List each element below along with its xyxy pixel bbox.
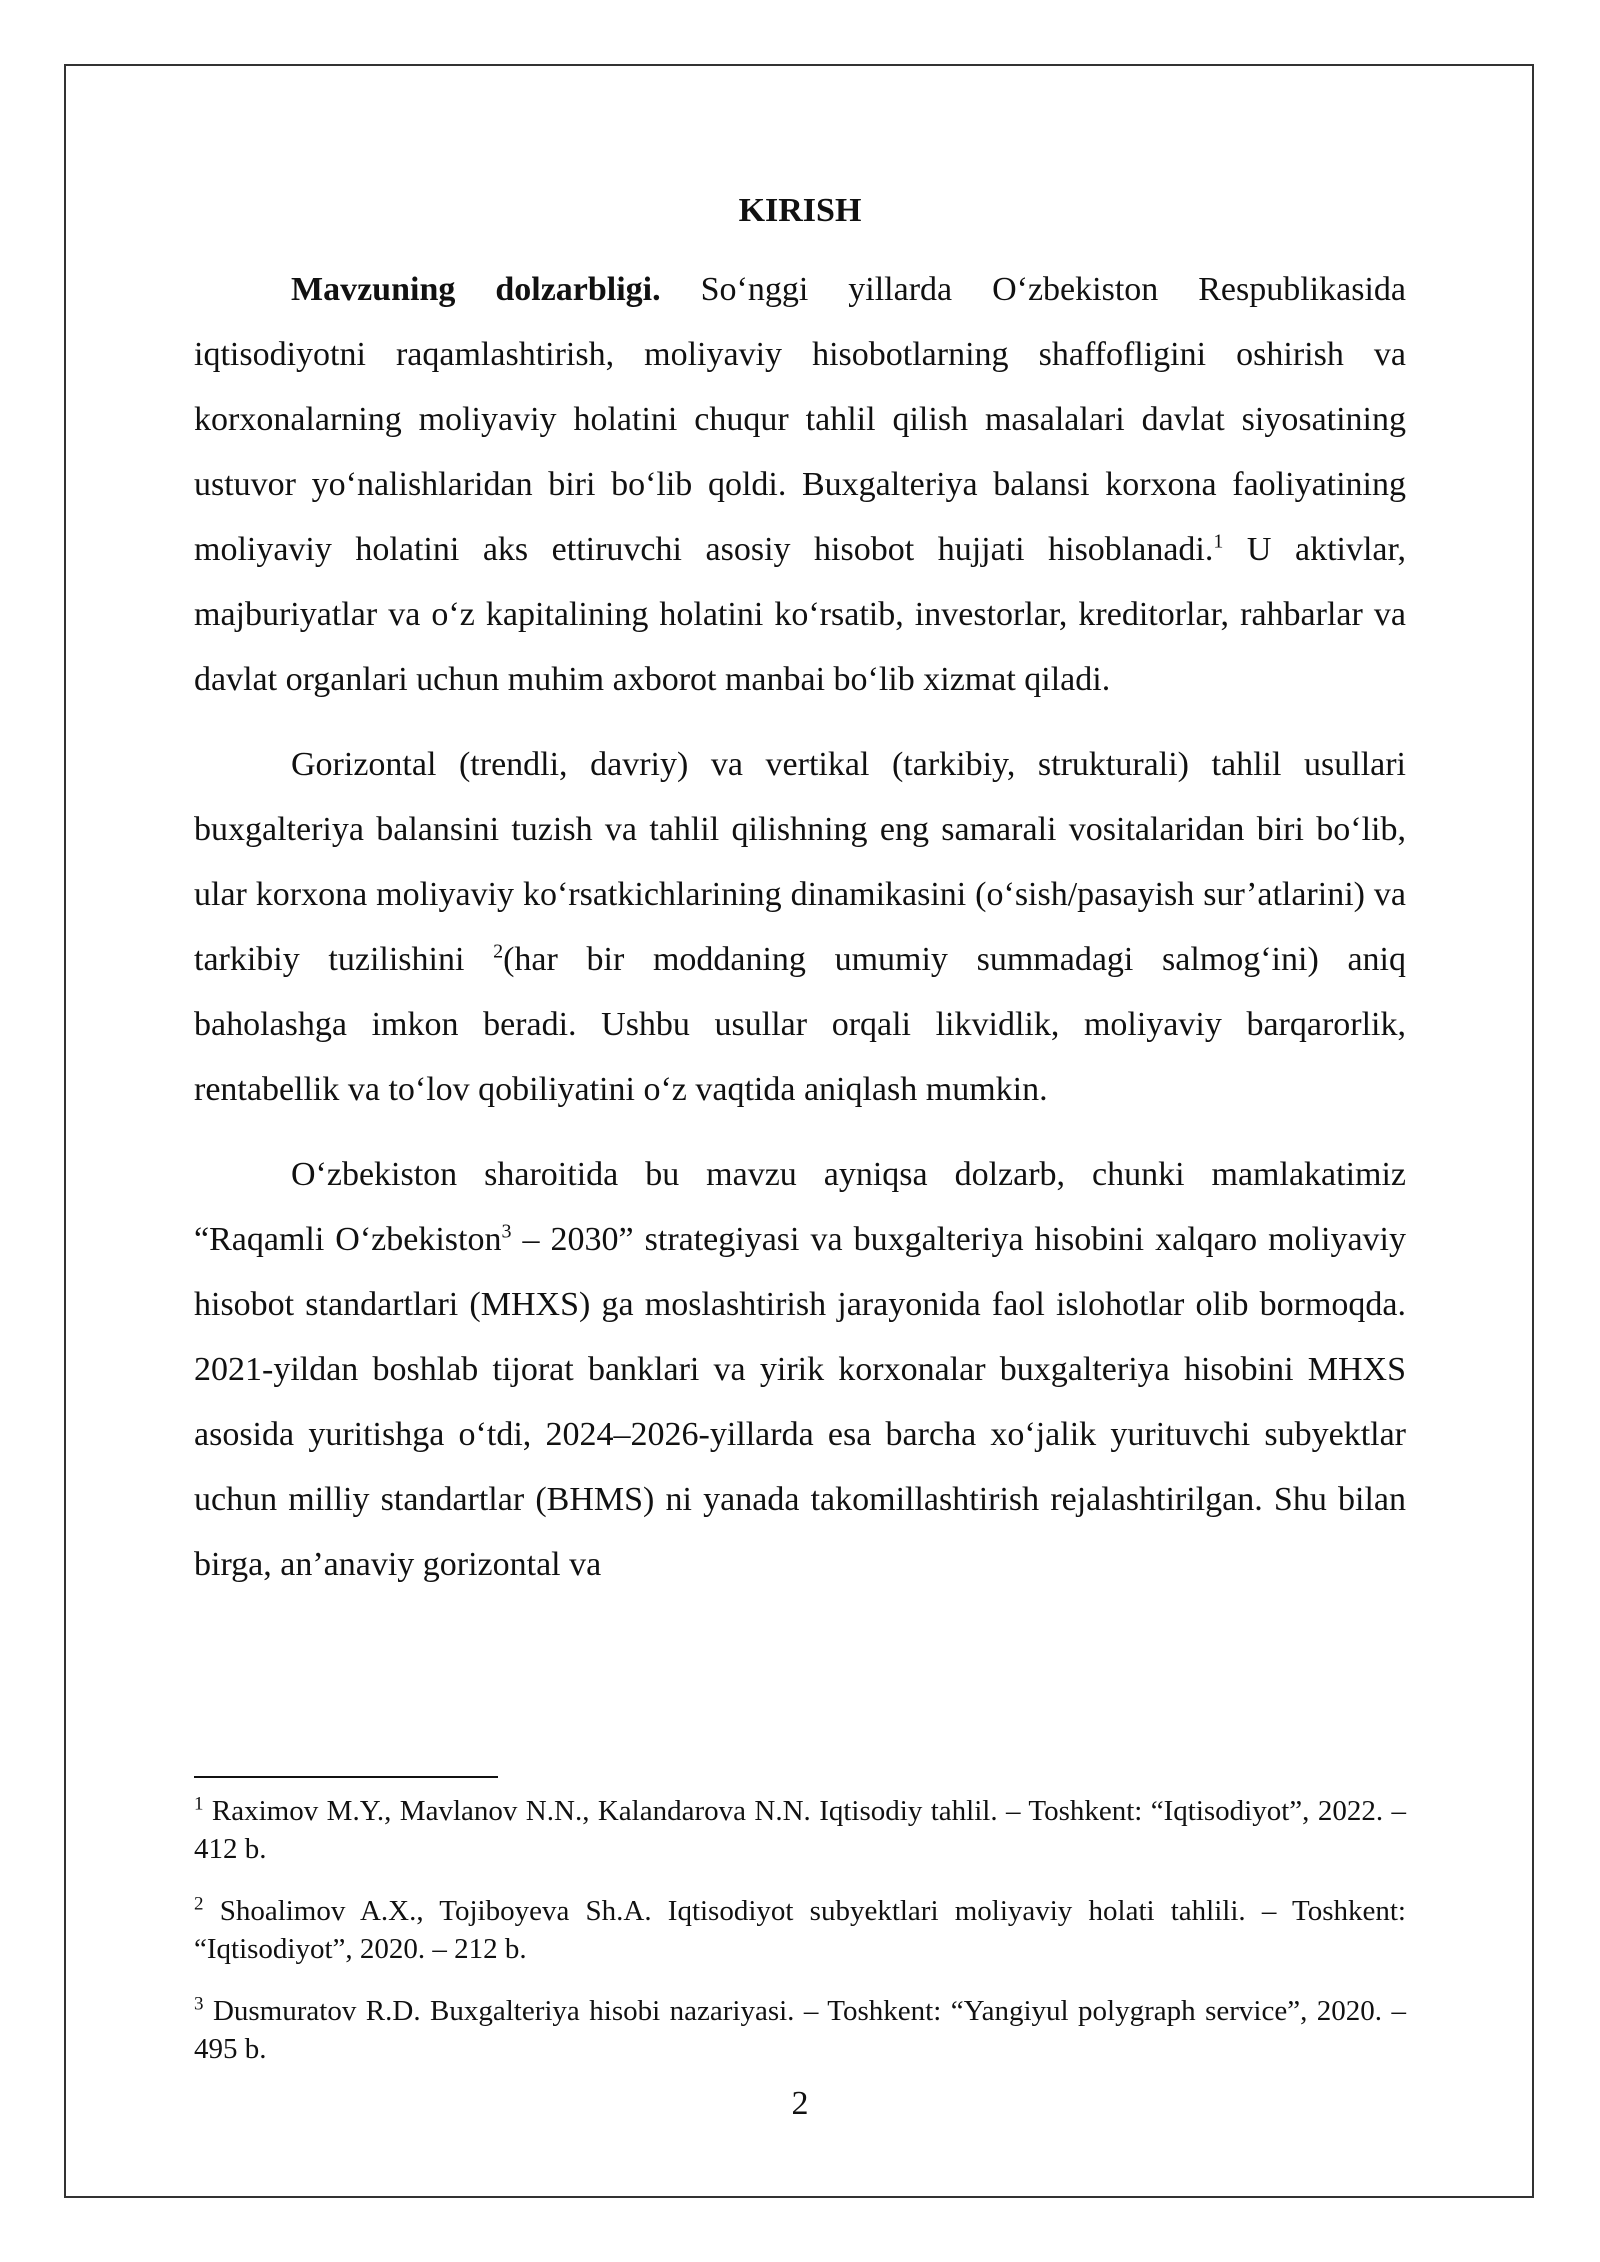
paragraph-text: So‘nggi yillarda O‘zbekiston Respublikasida iqtisodiyotni raqamlashtirish, moliyaviy hisobotlarning shaffofligini oshirish va korxonalarning moliyaviy holatini chuqur tahlil qilish masalalari davlat siyosatining ustuvor yo‘nalishlaridan biri bo‘lib qoldi. Buxgalteriya balansi korxona faoliyatining moliyaviy holatini aks ettiruvchi asosiy hisobot hujjati hisoblanadi.: [194, 271, 1406, 568]
page-number: 2: [791, 2085, 809, 2122]
footnote-text: Dusmuratov R.D. Buxgalteriya hisobi nazariyasi. – Toshkent: “Yangiyul polygraph service”, 2020. – 495 b.: [194, 1995, 1406, 2065]
paragraph-analysis-methods: [194, 732, 1406, 1122]
footnotes-section: [194, 1776, 1406, 2092]
footnote-reference[interactable]: 2: [493, 940, 504, 963]
paragraph-text: Gorizontal (trendli, davriy) va vertikal (tarkibiy, strukturali) tahlil usullari buxgalteriya balansini tuzish va tahlil qilishning eng samarali vositalaridan biri bo‘lib, ular korxona moliyaviy ko‘rsatkichlarining dinamikasini (o‘sish/pasayish sur’atlarini) va tarkibiy tuzilishini: [194, 746, 1406, 978]
footnote-number: 2: [194, 1893, 204, 1915]
paragraph-relevance: [194, 257, 1406, 712]
paragraph-lead-heading: Mavzuning dolzarbligi.: [291, 271, 661, 308]
paragraph-text: O‘zbekiston sharoitida bu mavzu ayniqsa dolzarb, chunki mamlakatimiz “Raqamli O‘zbekiston: [194, 1156, 1406, 1258]
footnote-text: Raximov M.Y., Mavlanov N.N., Kalandarova N.N. Iqtisodiy tahlil. – Toshkent: “Iqtisodiyot”, 2022. – 412 b.: [194, 1795, 1406, 1865]
footnote-separator: [194, 1776, 498, 1778]
paragraph-text: – 2030” strategiyasi va buxgalteriya hisobini xalqaro moliyaviy hisobot standartlari (MHXS) ga moslashtirish jarayonida faol islohotlar olib bormoqda. 2021-yildan boshlab tijorat banklari va yirik korxonalar buxgalteriya hisobini MHXS asosida yuritishga o‘tdi, 2024–2026-yillarda esa barcha xo‘jalik yurituvchi subyektlar uchun milliy standartlar (BHMS) ni yanada takomillashtirish rejalashtirilgan. Shu bilan birga, an’anaviy gorizontal va: [194, 1221, 1406, 1583]
paragraph-text: U aktivlar, majburiyatlar va o‘z kapitalining holatini ko‘rsatib, investorlar, kreditorlar, rahbarlar va davlat organlari uchun muhim axborot manbai bo‘lib xizmat qiladi.: [194, 531, 1406, 698]
footnote-reference[interactable]: 3: [501, 1220, 512, 1243]
paragraph-uzbekistan-context: [194, 1142, 1406, 1597]
section-title: KIRISH: [738, 192, 862, 229]
footnote-number: 1: [194, 1793, 204, 1815]
document-body: [194, 185, 1406, 1617]
footnote-item: [194, 1992, 1406, 2068]
footnote-text: Shoalimov A.X., Tojiboyeva Sh.A. Iqtisodiyot subyektlari moliyaviy holati tahlili. – Toshkent: “Iqtisodiyot”, 2020. – 212 b.: [194, 1895, 1406, 1965]
footnote-number: 3: [194, 1993, 204, 2015]
footnote-item: [194, 1892, 1406, 1968]
footnote-reference[interactable]: 1: [1213, 530, 1224, 553]
paragraph-text: (har bir moddaning umumiy summadagi salmog‘ini) aniq baholashga imkon beradi. Ushbu usullar orqali likvidlik, moliyaviy barqarorlik, rentabellik va to‘lov qobiliyatini o‘z vaqtida aniqlash mumkin.: [194, 941, 1406, 1108]
footnote-item: [194, 1792, 1406, 1868]
